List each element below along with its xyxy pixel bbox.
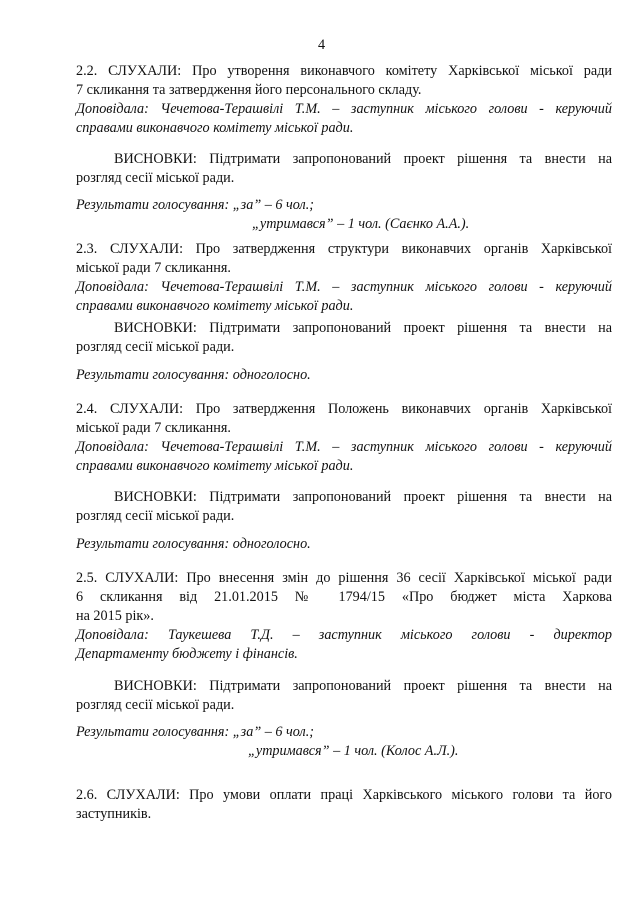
conclusion-line: розгляд сесії міської ради. [76, 339, 235, 355]
conclusion-line: розгляд сесії міської ради. [76, 508, 235, 524]
vote-2-2 [76, 196, 612, 234]
agenda-item-2-4 [76, 400, 612, 476]
vote-line: Результати голосування: одноголосно. [76, 367, 311, 383]
heard-line: 7 скликання та затвердження його персонального складу. [76, 82, 422, 98]
agenda-item-2-5 [76, 569, 612, 664]
vote-line: Результати голосування: одноголосно. [76, 536, 311, 552]
agenda-item-2-2 [76, 62, 612, 138]
heard-line: 2.5. СЛУХАЛИ: Про внесення змін до рішення 36 сесії Харківської міської ради [76, 570, 612, 586]
speaker-line: справами виконавчого комітету міської ради. [76, 298, 354, 314]
agenda-item-2-6 [76, 786, 612, 824]
conclusion-line: ВИСНОВКИ: Підтримати запропонований проект рішення та внести на [114, 320, 612, 336]
speaker-line: справами виконавчого комітету міської ради. [76, 458, 354, 474]
vote-2-4 [76, 535, 612, 554]
page-number: 4 [317, 37, 326, 53]
heard-line: 6 скликання від 21.01.2015 № 1794/15 «Про бюджет міста Харкова [76, 589, 612, 605]
vote-line: „утримався” – 1 чол. (Колос А.Л.). [248, 743, 459, 759]
speaker-line: Доповідала: Таукешева Т.Д. – заступник міського голови - директор [76, 627, 612, 643]
conclusion-line: ВИСНОВКИ: Підтримати запропонований проект рішення та внести на [114, 151, 612, 167]
conclusion-2-2 [76, 150, 612, 188]
conclusion-2-5 [76, 677, 612, 715]
speaker-line: Доповідала: Чечетова-Терашвілі Т.М. – заступник міського голови - керуючий [76, 101, 612, 117]
heard-line: заступників. [76, 806, 152, 822]
vote-line: Результати голосування: „за” – 6 чол.; [76, 724, 314, 740]
speaker-line: Доповідала: Чечетова-Терашвілі Т.М. – заступник міського голови - керуючий [76, 439, 612, 455]
conclusion-2-3 [76, 319, 612, 357]
conclusion-line: розгляд сесії міської ради. [76, 170, 235, 186]
vote-line: Результати голосування: „за” – 6 чол.; [76, 197, 314, 213]
heard-line: 2.2. СЛУХАЛИ: Про утворення виконавчого комітету Харківської міської ради [76, 63, 612, 79]
conclusion-line: ВИСНОВКИ: Підтримати запропонований проект рішення та внести на [114, 678, 612, 694]
agenda-item-2-3 [76, 240, 612, 316]
heard-line: на 2015 рік». [76, 608, 154, 624]
speaker-line: Департаменту бюджету і фінансів. [76, 646, 298, 662]
speaker-line: справами виконавчого комітету міської ради. [76, 120, 354, 136]
speaker-line: Доповідала: Чечетова-Терашвілі Т.М. – заступник міського голови - керуючий [76, 279, 612, 295]
vote-2-3 [76, 366, 612, 385]
heard-line: 2.6. СЛУХАЛИ: Про умови оплати праці Харківського міського голови та його [76, 787, 612, 803]
conclusion-line: ВИСНОВКИ: Підтримати запропонований проект рішення та внести на [114, 489, 612, 505]
conclusion-line: розгляд сесії міської ради. [76, 697, 235, 713]
heard-line: 2.3. СЛУХАЛИ: Про затвердження структури виконавчих органів Харківської [76, 241, 612, 257]
heard-line: міської ради 7 скликання. [76, 260, 231, 276]
conclusion-2-4 [76, 488, 612, 526]
vote-line: „утримався” – 1 чол. (Саєнко А.А.). [252, 216, 470, 232]
heard-line: 2.4. СЛУХАЛИ: Про затвердження Положень виконавчих органів Харківської [76, 401, 612, 417]
vote-2-5 [76, 723, 612, 761]
heard-line: міської ради 7 скликання. [76, 420, 231, 436]
